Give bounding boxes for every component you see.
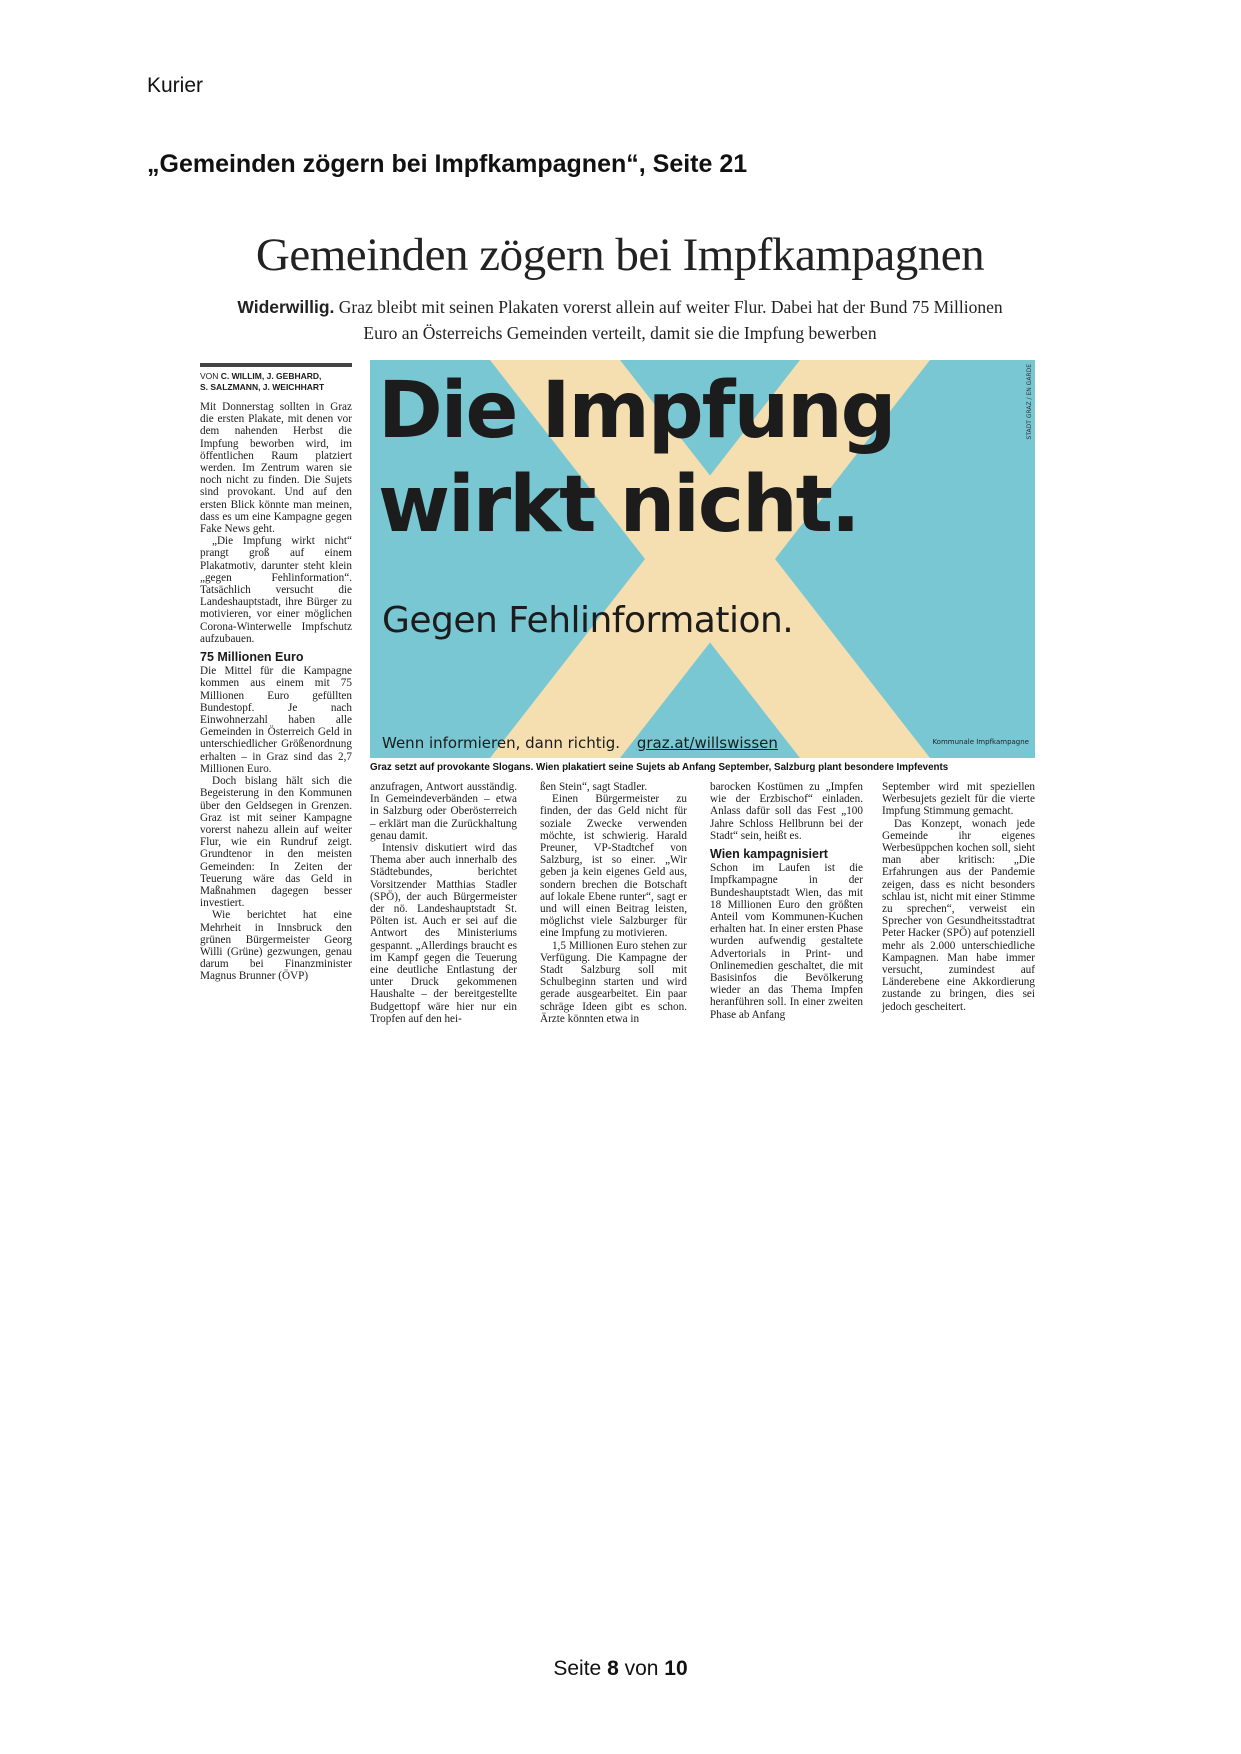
paragraph: „Die Impfung wirkt nicht“ prangt groß auf einem Plakatmotiv, darunter steht klein „gegen Fehlinformation“. Tatsächlich versucht die Landeshauptstadt, ihre Bürger zu motivieren, vor einer möglichen Corona-Winterwelle Impfschutz aufzubauen. xyxy=(200,535,352,645)
byline-prefix: VON xyxy=(200,371,219,381)
paragraph: 1,5 Millionen Euro stehen zur Verfügung. Die Kampagne der Stadt Salzburg soll mit Schulbeginn starten und wird gerade ausgearbeitet. Ein paar schräge Ideen gibt es schon. Ärzte könnten etwa in xyxy=(540,939,687,1025)
page-footer xyxy=(0,1657,1241,1681)
byline-rule xyxy=(200,363,352,367)
newspaper-source: Kurier xyxy=(147,74,204,97)
poster-tagline-row xyxy=(382,734,778,752)
byline-line1: C. WILLIM, J. GEBHARD, xyxy=(220,371,322,381)
paragraph: Das Konzept, wonach jede Gemeinde ihr eigenes Werbesüppchen kochen soll, sieht man aber kritisch: „Die Erfahrungen aus der Pandemie zeigen, dass es nicht besonders schlau ist, nicht mit einer Stimme zu sprechen“, verweist ein Sprecher von Gesundheitsstadtrat Peter Hacker (SPÖ) auf potenziell mehr als 2.000 unterschiedliche Kampagnen. Man habe immer versucht, zumindest auf Länderebene eine Akkordierung zustande zu bringen, dies sei jedoch gescheitert. xyxy=(882,817,1035,1013)
paragraph: Intensiv diskutiert wird das Thema aber auch innerhalb des Städtebundes, berichtet Vorsitzender Matthias Stadler (SPÖ), der auch Bürgermeister der nö. Landeshauptstadt St. Pölten ist. Auch er sei auf die Antwort des Ministeriums gespannt. „Allerdings braucht es im Kampf gegen die Teuerung eine deutliche Entlastung der unter Druck gekommenen Haushalte – der bereitgestellte Budgettopf wäre hier nur ein Tropfen auf den hei- xyxy=(370,842,517,1025)
poster-line-1: Die Impfung xyxy=(378,366,895,456)
paragraph: ßen Stein“, sagt Stadler. xyxy=(540,781,648,793)
section-heading: Wien kampagnisiert xyxy=(710,847,828,862)
paragraph: Einen Bürgermeister zu finden, der das Geld nicht für soziale Zwecke verwenden möchte, ist schwierig. Harald Preuner, VP-Stadtchef von Salzburg, ist so einer. „Wir geben ja kein eigenes Geld aus, sondern brechen die Botschaft auf lokale Ebene runter“, sagt er und will einen Beitrag leisten, möglichst viele Salzburger für eine Impfung zu motivieren. xyxy=(540,793,687,940)
article-column-4 xyxy=(710,781,863,1021)
paragraph: Die Mittel für die Kampagne kommen aus einem mit 75 Millionen Euro gefüllten Bundestopf. Je nach Einwohnerzahl haben alle Gemeinden in Österreich Geld in unterschiedlicher Größenordnung erhalten – in Graz sind das 2,7 Millionen Euro. xyxy=(200,665,352,775)
poster-campaign-label: Kommunale Impfkampagne xyxy=(932,738,1029,746)
page-total: 10 xyxy=(664,1657,688,1680)
article-column-3 xyxy=(540,781,687,1025)
byline xyxy=(200,371,352,393)
poster-line-2: wirkt nicht. xyxy=(378,460,859,550)
byline-line2: S. SALZMANN, J. WEICHHART xyxy=(200,382,325,392)
paragraph: barocken Kostümen zu „Impfen wie der Erzbischof“ einladen. Anlass dafür soll das Fest „100 Jahre Schloss Hellbrunn bei der Stadt“ sein, heißt es. xyxy=(710,781,863,842)
article-subhead-text: Graz bleibt mit seinen Plakaten vorerst allein auf weiter Flur. Dabei hat der Bund 75 Millionen Euro an Österreichs Gemeinden verteilt, damit sie die Impfung bewerben xyxy=(338,297,1003,343)
article-subhead xyxy=(235,294,1005,346)
paragraph: Doch bislang hält sich die Begeisterung in den Kommunen über den Geldsegen in Grenzen. Graz ist mit seiner Kampagne vorerst nahezu allein auf weiter Flur, wie ein Rundruf zeigt. Grundtenor in den meisten Gemeinden: In Zeiten der Teuerung wäre das Geld in Maßnahmen dagegen besser investiert. xyxy=(200,775,352,910)
photo-credit: STADT GRAZ / EN GARDE xyxy=(1026,364,1033,440)
article-kicker: Widerwillig. xyxy=(237,297,335,317)
poster-line-3: Gegen Fehlinformation. xyxy=(382,600,794,641)
paragraph: anzufragen, Antwort ausständig. In Gemeindeverbänden – etwa in Salzburg oder Oberösterreich – erklärt man die Zurückhaltung genau damit. xyxy=(370,781,517,842)
newspaper-clipping xyxy=(195,228,1045,1108)
paragraph: Mit Donnerstag sollten in Graz die ersten Plakate, mit denen vor dem nahenden Herbst die Impfung beworben wird, im öffentlichen Raum platziert werden. Im Zentrum waren sie noch nicht zu finden. Die Sujets sind provokant. Und auf den ersten Blick könnte man meinen, dass es um eine Kampagne gegen Fake News geht. xyxy=(200,401,352,536)
article-column-2 xyxy=(370,781,517,1025)
image-caption: Graz setzt auf provokante Slogans. Wien plakatiert seine Sujets ab Anfang September, Salzburg plant besondere Impfevents xyxy=(370,762,949,773)
page-of-label: von xyxy=(624,1657,659,1680)
poster-url: graz.at/willswissen xyxy=(636,734,778,752)
section-heading: 75 Millionen Euro xyxy=(200,650,304,665)
campaign-poster-image xyxy=(370,360,1035,758)
paragraph: Wie berichtet hat eine Mehrheit in Innsbruck den grünen Bürgermeister Georg Willi (Grüne) gezwungen, genau darum bei Finanzminister Magnus Brunner (ÖVP) xyxy=(200,909,352,983)
poster-tagline: Wenn informieren, dann richtig. xyxy=(382,734,621,752)
article-column-1 xyxy=(200,363,352,983)
document-title: „Gemeinden zögern bei Impfkampagnen“, Seite 21 xyxy=(147,150,748,178)
page-number: 8 xyxy=(607,1657,619,1680)
paragraph: September wird mit speziellen Werbesujets gezielt für die vierte Impfung Stimmung gemacht. xyxy=(882,781,1035,818)
article-column-5 xyxy=(882,781,1035,1013)
article-headline: Gemeinden zögern bei Impfkampagnen xyxy=(255,229,985,281)
paragraph: Schon im Laufen ist die Impfkampagne in der Bundeshauptstadt Wien, das mit 18 Millionen Euro den größten Anteil vom Kommunen-Kuchen erhalten hat. In einer ersten Phase wurden aufwendig gestaltete Advertorials in Print- und Onlinemedien geschaltet, die mit Basisinfos die Bevölkerung wieder an das Thema Impfen heranführen soll. In einer zweiten Phase ab Anfang xyxy=(710,862,863,1021)
page-label: Seite xyxy=(553,1657,602,1680)
